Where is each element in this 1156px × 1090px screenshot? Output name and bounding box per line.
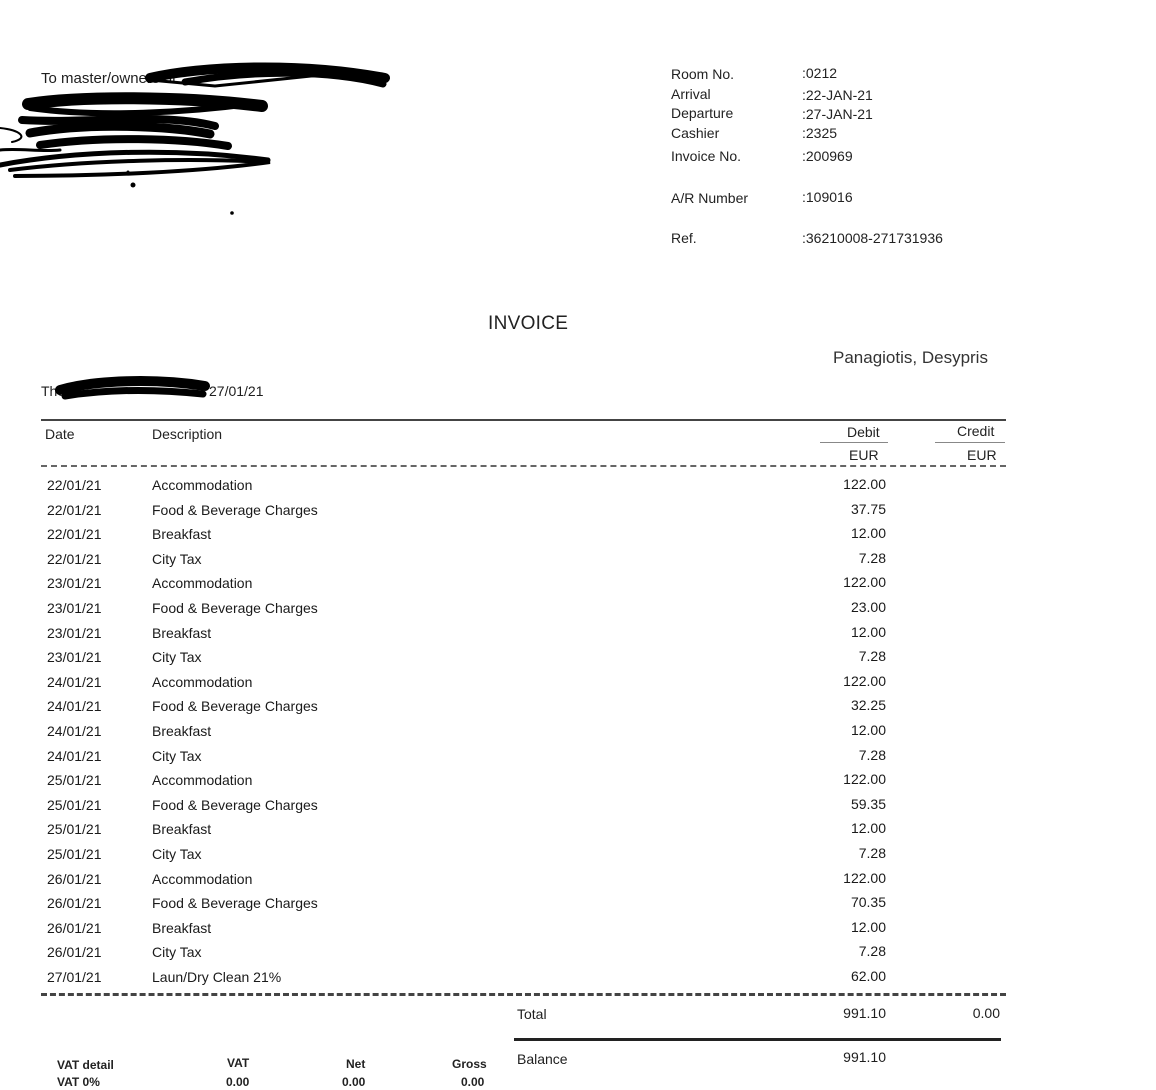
row-description: Breakfast [152,722,212,739]
table-row [0,548,1156,573]
header-rule-debit [820,442,888,443]
row-debit: 12.00 [850,721,886,738]
row-description: City Tax [152,550,202,567]
row-debit: 12.00 [850,918,886,935]
invoice-title: INVOICE [488,313,569,334]
row-date: 26/01/21 [47,870,102,887]
row-description: Accommodation [152,772,253,789]
total-label: Total [517,1006,547,1022]
table-row [0,474,1156,499]
row-debit: 70.35 [850,894,886,911]
row-debit: 122.00 [843,476,886,492]
row-debit: 23.00 [850,598,886,615]
row-date: 22/01/21 [47,477,102,493]
info-value: :0212 [802,65,838,81]
row-date: 24/01/21 [47,722,102,739]
vat-header-vat: VAT [227,1056,250,1070]
row-debit: 59.35 [850,795,886,812]
redaction-scribble [0,0,400,230]
info-label: Arrival [671,86,711,102]
info-label: A/R Number [671,190,749,206]
row-debit: 122.00 [843,771,886,788]
date-line-date: 27/01/21 [209,383,264,399]
info-label: Room No. [671,66,735,82]
total-credit: 0.00 [972,1005,1000,1021]
row-debit: 122.00 [843,574,886,591]
table-row [0,646,1156,671]
vat-header-gross: Gross [452,1057,487,1071]
row-date: 26/01/21 [47,919,102,936]
row-debit: 7.28 [858,549,886,566]
header-debit: Debit [847,424,880,440]
row-date: 24/01/21 [47,747,102,764]
header-debit-currency: EUR [849,447,879,463]
date-line-prefix: The [41,383,66,399]
row-debit: 62.00 [850,967,886,984]
row-debit: 37.75 [850,500,886,517]
row-date: 24/01/21 [47,673,102,690]
row-description: Laun/Dry Clean 21% [152,968,282,985]
table-row [0,523,1156,548]
row-date: 25/01/21 [47,821,102,838]
table-row [0,917,1156,942]
table-row [0,745,1156,770]
row-description: Breakfast [152,624,212,641]
table-row [0,597,1156,622]
addressee-line: To master/owners of [41,70,177,87]
info-label: Departure [671,105,734,121]
row-date: 27/01/21 [47,968,102,985]
header-rule-credit [935,442,1005,443]
date-line-redaction [55,374,215,404]
row-debit: 122.00 [843,672,886,689]
table-row [0,794,1156,819]
table-row [0,941,1156,966]
info-label: Invoice No. [671,148,742,164]
row-description: City Tax [152,649,202,666]
row-debit: 7.28 [858,648,886,665]
row-description: Breakfast [152,526,212,543]
row-debit: 7.28 [858,844,886,861]
table-row [0,892,1156,917]
table-row [0,622,1156,647]
total-debit: 991.10 [843,1005,886,1021]
row-date: 25/01/21 [47,772,102,789]
row-description: Breakfast [152,919,212,936]
row-description: Food & Beverage Charges [152,895,318,912]
row-date: 23/01/21 [47,649,102,666]
row-description: Food & Beverage Charges [152,796,318,813]
header-description: Description [152,426,223,442]
vat-row-net: 0.00 [342,1075,366,1089]
row-date: 22/01/21 [47,550,102,567]
table-top-rule [41,419,1006,421]
vat-row-vat: 0.00 [226,1075,250,1089]
row-description: Breakfast [152,821,212,838]
row-date: 25/01/21 [47,796,102,813]
header-credit: Credit [957,423,995,439]
table-row [0,720,1156,745]
row-date: 23/01/21 [47,624,102,641]
row-debit: 12.00 [850,525,886,542]
row-description: Food & Beverage Charges [152,698,318,715]
row-debit: 12.00 [850,623,886,640]
row-debit: 7.28 [858,746,886,763]
info-label: Cashier [671,125,720,141]
vat-header-net: Net [346,1057,366,1071]
table-row [0,868,1156,893]
row-description: City Tax [152,747,202,764]
header-bottom-rule [41,465,1006,467]
row-date: 25/01/21 [47,845,102,862]
row-date: 22/01/21 [47,501,102,518]
info-value: :2325 [802,125,838,141]
row-debit: 122.00 [843,869,886,886]
balance-value: 991.10 [843,1049,886,1065]
row-description: City Tax [152,944,202,961]
info-value: :22-JAN-21 [802,87,873,103]
row-description: Accommodation [152,477,253,493]
table-bottom-rule [41,993,1006,996]
row-debit: 32.25 [850,697,886,714]
vat-row-label: VAT 0% [57,1075,100,1089]
info-label: Ref. [671,230,697,246]
row-description: Accommodation [152,673,253,690]
table-row [0,572,1156,597]
guest-name: Panagiotis, Desypris [833,348,988,367]
row-date: 22/01/21 [47,526,102,543]
row-debit: 7.28 [858,943,886,960]
row-description: City Tax [152,845,202,862]
header-date: Date [45,426,75,442]
vat-row-gross: 0.00 [461,1075,485,1089]
row-description: Food & Beverage Charges [152,599,318,616]
table-row [0,818,1156,843]
table-row [0,695,1156,720]
row-date: 24/01/21 [47,698,102,715]
info-value: :27-JAN-21 [802,106,873,122]
row-date: 26/01/21 [47,895,102,912]
table-row [0,671,1156,696]
row-date: 26/01/21 [47,944,102,961]
table-row [0,843,1156,868]
row-description: Accommodation [152,575,253,592]
info-value: :109016 [802,189,853,205]
info-value: :200969 [802,148,853,164]
balance-rule [514,1038,1001,1041]
table-row [0,769,1156,794]
row-description: Accommodation [152,870,253,887]
vat-header-detail: VAT detail [57,1058,114,1072]
table-row [0,499,1156,524]
row-description: Food & Beverage Charges [152,501,318,518]
row-date: 23/01/21 [47,575,102,592]
info-value: :36210008-271731936 [802,230,943,246]
line-items [0,474,1156,990]
row-debit: 12.00 [850,820,886,837]
table-row [0,966,1156,991]
balance-label: Balance [517,1051,568,1067]
header-credit-currency: EUR [967,447,997,463]
row-date: 23/01/21 [47,599,102,616]
